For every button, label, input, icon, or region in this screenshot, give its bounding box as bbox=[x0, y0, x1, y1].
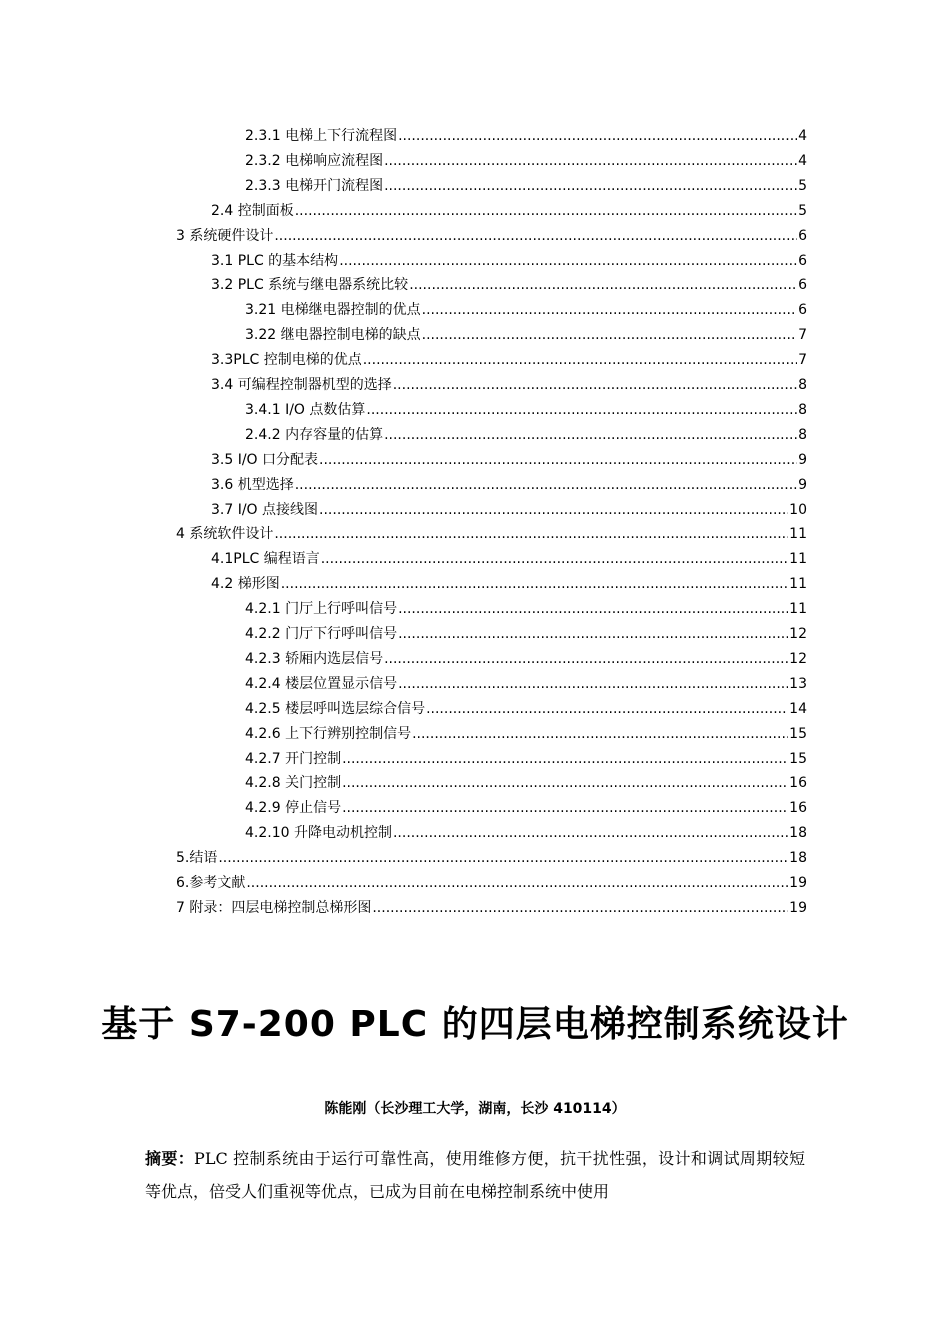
toc-leader-dots bbox=[321, 547, 788, 571]
toc-entry-page: 11 bbox=[789, 601, 807, 618]
document-title: 基于 S7-200 PLC 的四层电梯控制系统设计 bbox=[101, 1004, 849, 1045]
toc-entry[interactable] bbox=[245, 697, 807, 721]
toc-leader-dots bbox=[398, 622, 788, 646]
toc-entry[interactable] bbox=[211, 572, 807, 596]
toc-entry-page: 6 bbox=[798, 302, 807, 319]
toc-leader-dots bbox=[398, 672, 788, 696]
toc-entry-title: 4.2.2 门厅下行呼叫信号 bbox=[245, 626, 398, 642]
toc-entry-title: 4 系统软件设计 bbox=[176, 526, 274, 543]
toc-leader-dots bbox=[274, 224, 797, 248]
toc-entry[interactable] bbox=[211, 373, 807, 397]
toc-entry-title: 4.2 梯形图 bbox=[211, 576, 280, 593]
toc-entry-title: 2.3.2 电梯响应流程图 bbox=[245, 152, 384, 169]
toc-entry-page: 7 bbox=[798, 327, 807, 344]
toc-entry-title: 5.结语 bbox=[176, 850, 218, 867]
toc-leader-dots bbox=[295, 199, 797, 223]
toc-leader-dots bbox=[246, 871, 788, 895]
toc-entry-page: 19 bbox=[789, 875, 807, 891]
toc-entry[interactable] bbox=[211, 273, 807, 297]
toc-entry[interactable] bbox=[245, 771, 807, 795]
toc-leader-dots bbox=[372, 896, 788, 920]
author-affiliation: 陈能刚（长沙理工大学，湖南，长沙 410114） bbox=[324, 1101, 626, 1117]
toc-leader-dots bbox=[319, 498, 788, 522]
toc-entry-title: 3.6 机型选择 bbox=[211, 476, 294, 493]
toc-entry-title: 3.21 电梯继电器控制的优点 bbox=[245, 302, 421, 319]
toc-leader-dots bbox=[339, 249, 797, 273]
toc-entry[interactable] bbox=[176, 522, 807, 546]
toc-entry-title: 4.2.5 楼层呼叫选层综合信号 bbox=[245, 700, 426, 717]
toc-entry-page: 13 bbox=[789, 675, 807, 692]
toc-entry-title: 3.5 I/O 口分配表 bbox=[211, 451, 319, 468]
toc-entry-page: 11 bbox=[789, 576, 807, 593]
toc-entry[interactable] bbox=[211, 547, 807, 571]
toc-leader-dots bbox=[342, 796, 788, 820]
toc-entry-title: 2.3.3 电梯开门流程图 bbox=[245, 177, 384, 194]
toc-entry[interactable] bbox=[245, 149, 807, 173]
toc-leader-dots bbox=[384, 174, 797, 198]
toc-entry-page: 5 bbox=[798, 177, 807, 194]
toc-entry-title: 3.4.1 I/O 点数估算 bbox=[245, 401, 366, 418]
toc-entry-page: 11 bbox=[789, 551, 807, 568]
toc-entry-title: 4.2.10 升降电动机控制 bbox=[245, 825, 392, 842]
toc-entry[interactable] bbox=[245, 821, 807, 845]
toc-leader-dots bbox=[295, 473, 797, 497]
toc-entry-page: 12 bbox=[789, 650, 807, 667]
toc-entry-title: 3 系统硬件设计 bbox=[176, 227, 274, 244]
toc-entry-title: 3.7 I/O 点接线图 bbox=[211, 501, 319, 518]
toc-leader-dots bbox=[398, 597, 788, 621]
toc-entry-page: 11 bbox=[789, 526, 807, 543]
toc-entry[interactable] bbox=[211, 498, 807, 522]
toc-entry-page: 8 bbox=[798, 426, 807, 443]
toc-entry-title: 3.3PLC 控制电梯的优点 bbox=[211, 352, 362, 369]
toc-entry-title: 4.2.3 轿厢内选层信号 bbox=[245, 650, 384, 667]
toc-entry[interactable] bbox=[245, 298, 807, 322]
toc-entry-title: 4.2.6 上下行辨别控制信号 bbox=[245, 725, 412, 742]
toc-entry-page: 8 bbox=[798, 377, 807, 393]
toc-leader-dots bbox=[426, 697, 788, 721]
toc-leader-dots bbox=[393, 821, 788, 845]
toc-entry-page: 9 bbox=[798, 476, 807, 493]
toc-entry-page: 9 bbox=[798, 451, 807, 468]
toc-leader-dots bbox=[218, 846, 788, 870]
toc-leader-dots bbox=[342, 771, 788, 795]
toc-entry[interactable] bbox=[245, 622, 807, 646]
toc-entry-title: 3.22 继电器控制电梯的缺点 bbox=[245, 327, 421, 344]
toc-leader-dots bbox=[398, 124, 797, 148]
toc-entry-title: 6.参考文献 bbox=[176, 875, 246, 891]
toc-leader-dots bbox=[384, 149, 797, 173]
toc-entry-title: 4.2.1 门厅上行呼叫信号 bbox=[245, 601, 398, 618]
toc-leader-dots bbox=[281, 572, 788, 596]
toc-entry[interactable] bbox=[245, 747, 807, 771]
toc-leader-dots bbox=[319, 448, 797, 472]
toc-entry-page: 4 bbox=[798, 152, 807, 169]
toc-entry[interactable] bbox=[176, 846, 807, 870]
toc-entry-page: 12 bbox=[789, 626, 807, 642]
toc-entry-page: 15 bbox=[789, 725, 807, 742]
toc-entry-page: 4 bbox=[798, 128, 807, 144]
toc-leader-dots bbox=[422, 323, 797, 347]
toc-entry-page: 18 bbox=[789, 825, 807, 842]
toc-entry-title: 4.1PLC 编程语言 bbox=[211, 551, 320, 568]
toc-entry-page: 6 bbox=[798, 277, 807, 294]
abstract-paragraph bbox=[145, 1142, 805, 1208]
abstract-text: PLC 控制系统由于运行可靠性高，使用维修方便，抗干扰性强，设计和调试周期较短等优点，倍受人们重视等优点，已成为目前在电梯控制系统中使用 bbox=[145, 1149, 805, 1201]
toc-entry-title: 4.2.4 楼层位置显示信号 bbox=[245, 675, 398, 692]
toc-entry-page: 5 bbox=[798, 202, 807, 219]
toc-entry-page: 15 bbox=[789, 750, 807, 767]
toc-leader-dots bbox=[366, 398, 797, 422]
toc-entry-page: 16 bbox=[789, 800, 807, 817]
toc-entry-title: 4.2.8 关门控制 bbox=[245, 775, 342, 792]
toc-entry[interactable] bbox=[245, 647, 807, 671]
toc-entry[interactable] bbox=[211, 249, 807, 273]
toc-leader-dots bbox=[412, 722, 788, 746]
toc-entry[interactable] bbox=[245, 174, 807, 198]
toc-leader-dots bbox=[384, 423, 797, 447]
toc-leader-dots bbox=[384, 647, 788, 671]
toc-entry-title: 7 附录：四层电梯控制总梯形图 bbox=[176, 899, 372, 916]
toc-leader-dots bbox=[274, 522, 788, 546]
toc-leader-dots bbox=[363, 348, 797, 372]
toc-entry-title: 3.4 可编程控制器机型的选择 bbox=[211, 377, 392, 393]
toc-entry[interactable] bbox=[211, 473, 807, 497]
toc-entry-page: 8 bbox=[798, 401, 807, 418]
toc-entry[interactable] bbox=[245, 423, 807, 447]
toc-entry[interactable] bbox=[245, 722, 807, 746]
toc-entry[interactable] bbox=[245, 672, 807, 696]
toc-entry-page: 19 bbox=[789, 899, 807, 916]
toc-entry[interactable] bbox=[245, 323, 807, 347]
toc-entry-page: 18 bbox=[789, 850, 807, 867]
toc-entry-page: 16 bbox=[789, 775, 807, 792]
toc-entry-title: 4.2.7 开门控制 bbox=[245, 750, 342, 767]
toc-entry[interactable] bbox=[245, 124, 807, 148]
toc-entry-page: 7 bbox=[798, 352, 807, 369]
toc-entry-title: 2.3.1 电梯上下行流程图 bbox=[245, 128, 398, 144]
toc-leader-dots bbox=[342, 747, 788, 771]
toc-entry[interactable] bbox=[245, 398, 807, 422]
toc-entry-page: 14 bbox=[789, 700, 807, 717]
toc-entry[interactable] bbox=[211, 348, 807, 372]
toc-entry-page: 6 bbox=[798, 227, 807, 244]
toc-leader-dots bbox=[422, 298, 797, 322]
toc-leader-dots bbox=[393, 373, 797, 397]
toc-entry-title: 3.2 PLC 系统与继电器系统比较 bbox=[211, 277, 409, 294]
toc-entry[interactable] bbox=[211, 199, 807, 223]
toc-entry[interactable] bbox=[176, 224, 807, 248]
toc-entry[interactable] bbox=[176, 871, 807, 895]
toc-entry-title: 2.4.2 内存容量的估算 bbox=[245, 426, 384, 443]
toc-entry[interactable] bbox=[176, 896, 807, 920]
toc-entry-title: 3.1 PLC 的基本结构 bbox=[211, 252, 339, 269]
toc-leader-dots bbox=[409, 273, 797, 297]
toc-entry[interactable] bbox=[211, 448, 807, 472]
toc-entry-title: 4.2.9 停止信号 bbox=[245, 800, 342, 817]
toc-entry[interactable] bbox=[245, 796, 807, 820]
toc-entry-title: 2.4 控制面板 bbox=[211, 202, 294, 219]
abstract-label: 摘要： bbox=[145, 1149, 195, 1168]
toc-entry-page: 10 bbox=[789, 501, 807, 518]
toc-entry-page: 6 bbox=[798, 252, 807, 269]
toc-entry[interactable] bbox=[245, 597, 807, 621]
